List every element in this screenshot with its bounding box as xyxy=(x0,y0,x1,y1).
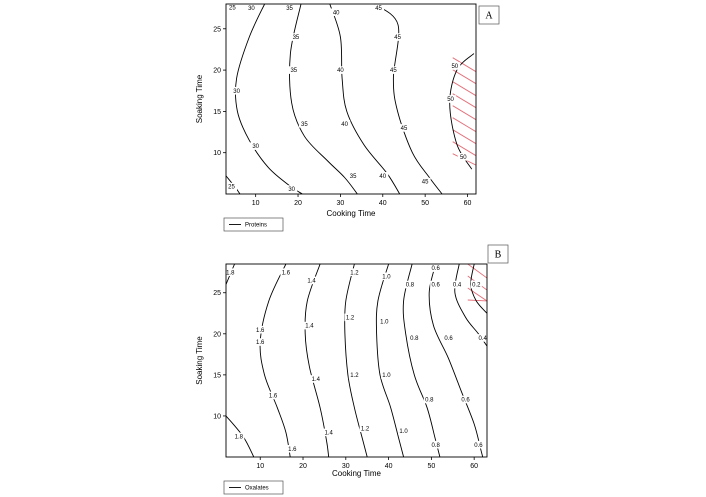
contour-label-45: 45 xyxy=(394,35,401,42)
contour-label-1.0: 1.0 xyxy=(399,428,408,435)
x-tick-label: 60 xyxy=(463,200,472,207)
contour-label-30: 30 xyxy=(252,144,260,151)
x-tick-label: 10 xyxy=(256,463,265,470)
contour-label-40: 40 xyxy=(341,121,348,128)
x-axis-label: Cooking Time xyxy=(326,209,376,218)
contour-label-1.0: 1.0 xyxy=(382,372,391,379)
contour-label-1.8: 1.8 xyxy=(234,434,244,441)
hatch-line xyxy=(453,106,476,120)
contour-label-0.6: 0.6 xyxy=(431,282,440,289)
x-tick-label: 50 xyxy=(421,200,430,207)
contour-label-30: 30 xyxy=(233,88,240,95)
contour-label-1.4: 1.4 xyxy=(305,323,314,330)
contour-label-50: 50 xyxy=(459,154,467,161)
x-tick-label: 40 xyxy=(384,463,393,470)
contour-label-1.4: 1.4 xyxy=(307,278,316,285)
hatch-region xyxy=(453,58,476,165)
contour-label-1.2: 1.2 xyxy=(345,315,355,322)
contour-label-0.2: 0.2 xyxy=(472,282,481,289)
contour-line-1.6 xyxy=(260,264,290,457)
contour-label-45: 45 xyxy=(421,179,429,186)
contour-label-0.4: 0.4 xyxy=(478,336,487,343)
x-tick-label: 30 xyxy=(336,200,345,207)
contour-label-1.8: 1.8 xyxy=(226,270,235,277)
y-axis-label: Soaking Time xyxy=(195,336,204,385)
contour-label-0.8: 0.8 xyxy=(410,336,419,343)
contour-line-0.4 xyxy=(452,264,487,346)
contour-label-1.6: 1.6 xyxy=(256,340,265,347)
contour-label-50: 50 xyxy=(447,97,454,104)
hatch-line xyxy=(453,82,476,96)
contour-label-1.6: 1.6 xyxy=(288,446,297,453)
contour-label-40: 40 xyxy=(337,68,344,75)
contour-label-1.4: 1.4 xyxy=(324,430,333,437)
y-tick-label: 25 xyxy=(213,26,221,34)
contour-label-35: 35 xyxy=(349,173,357,180)
y-axis-label: Soaking Time xyxy=(195,74,204,124)
contour-line-40 xyxy=(330,4,400,194)
contour-label-25: 25 xyxy=(229,5,236,12)
y-tick-label: 20 xyxy=(213,331,221,339)
x-tick-label: 20 xyxy=(299,463,307,470)
contour-label-1.6: 1.6 xyxy=(281,270,291,277)
contour-label-30: 30 xyxy=(248,6,255,13)
contour-panel-b xyxy=(195,245,508,494)
x-axis-label: Cooking Time xyxy=(332,469,381,478)
contour-label-25: 25 xyxy=(228,184,235,191)
contour-label-1.2: 1.2 xyxy=(350,372,359,379)
x-tick-label: 40 xyxy=(378,200,387,207)
contour-label-40: 40 xyxy=(379,173,387,180)
plot-frame xyxy=(226,264,487,457)
contour-label-1.6: 1.6 xyxy=(268,393,278,400)
hatch-line xyxy=(468,300,487,301)
x-tick-label: 50 xyxy=(427,463,436,470)
contour-label-35: 35 xyxy=(301,121,308,128)
contour-line-45 xyxy=(374,4,442,194)
x-tick-label: 60 xyxy=(470,463,479,470)
contour-label-0.6: 0.6 xyxy=(431,266,440,273)
contour-label-0.8: 0.8 xyxy=(405,282,415,289)
contour-label-35: 35 xyxy=(290,68,298,75)
y-tick-label: 10 xyxy=(213,150,221,158)
contour-label-45: 45 xyxy=(400,126,408,133)
contour-label-0.8: 0.8 xyxy=(431,442,440,449)
y-tick-label: 10 xyxy=(213,413,221,421)
contour-label-1.6: 1.6 xyxy=(256,327,265,334)
contour-label-40: 40 xyxy=(332,10,340,17)
contour-label-0.6: 0.6 xyxy=(474,442,483,449)
contour-lines xyxy=(226,4,474,194)
contour-label-45: 45 xyxy=(390,68,397,75)
legend-entry: Oxalates xyxy=(245,485,269,492)
contour-line-35 xyxy=(290,4,358,194)
contour-label-0.4: 0.4 xyxy=(452,282,462,289)
contour-label-1.0: 1.0 xyxy=(380,319,389,326)
contour-label-0.6: 0.6 xyxy=(444,336,453,343)
contour-label-35: 35 xyxy=(286,6,293,13)
hatch-line xyxy=(468,288,487,301)
contour-label-35: 35 xyxy=(292,35,300,42)
hatch-line xyxy=(453,94,476,108)
contour-label-0.8: 0.8 xyxy=(425,397,434,404)
contour-label-1.2: 1.2 xyxy=(360,426,370,433)
y-tick-label: 15 xyxy=(213,372,221,380)
contour-lines xyxy=(226,264,487,457)
panel-label: B xyxy=(494,249,502,261)
hatch-line xyxy=(453,118,476,132)
legend-entry: Proteins xyxy=(245,222,268,229)
contour-label-1.2: 1.2 xyxy=(350,270,359,277)
hatch-line xyxy=(468,264,487,278)
contour-label-30: 30 xyxy=(288,187,296,194)
contour-label-0.6: 0.6 xyxy=(461,397,470,404)
y-tick-label: 15 xyxy=(213,108,221,116)
contour-label-1.0: 1.0 xyxy=(382,274,391,281)
contour-label-45: 45 xyxy=(375,6,382,13)
panel-label: A xyxy=(485,10,493,22)
contour-label-50: 50 xyxy=(451,64,459,71)
x-tick-label: 10 xyxy=(251,200,260,207)
y-tick-label: 25 xyxy=(213,290,221,298)
plot-frame xyxy=(226,4,476,194)
contour-line-1.4 xyxy=(305,264,329,457)
contour-panel-a xyxy=(195,4,499,231)
x-tick-label: 20 xyxy=(294,200,302,207)
contour-line-30 xyxy=(235,4,302,194)
y-tick-label: 20 xyxy=(213,67,221,75)
contour-label-1.4: 1.4 xyxy=(311,377,321,384)
x-tick-label: 30 xyxy=(341,463,350,470)
